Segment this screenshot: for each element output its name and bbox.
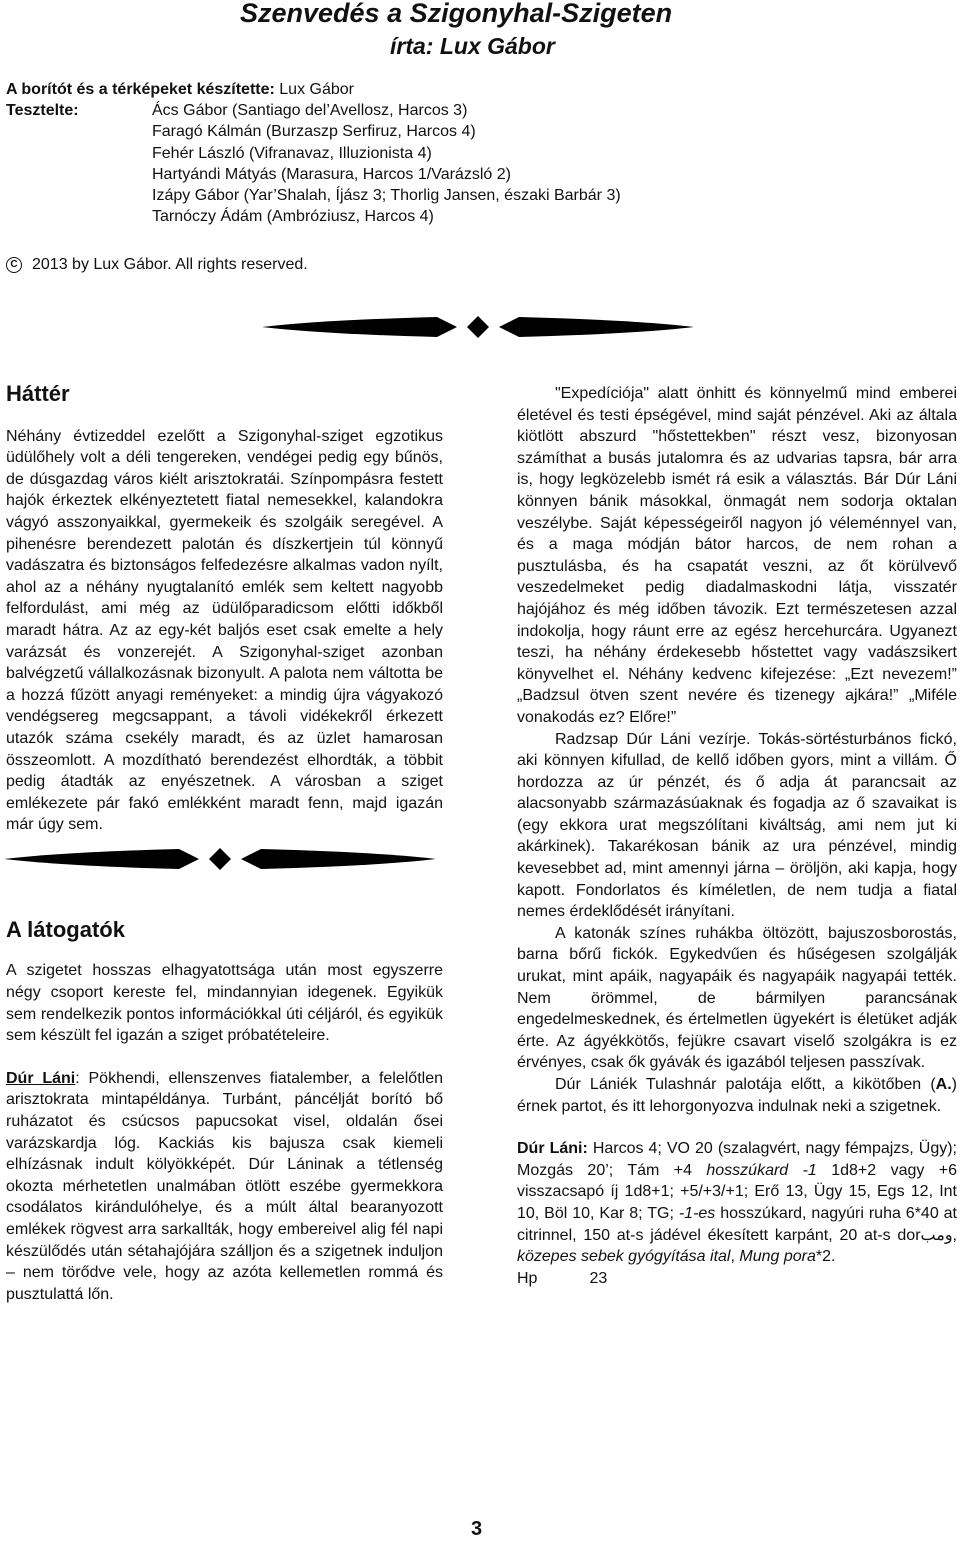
paragraph: A szigetet hosszas elhagyatottsága után most egyszerre négy csoport kereste fel, mindannyian idegenek. Egyikük sem rendelkezik pontos információkkal úti céljáról, és egyikük sem készült fel igazán a sziget próbatételeire. <box>6 962 443 1045</box>
stat-name: Dúr Láni: <box>517 1140 588 1158</box>
tester-name: Faragó Kálmán (Burzaszp Serfiruz, Harcos 4) <box>152 123 476 141</box>
cover-credit-name: Lux Gábor <box>279 81 354 98</box>
hp-label: Hp <box>517 1269 538 1287</box>
text-run: közepes sebek gyógyítása ital <box>517 1248 731 1266</box>
paragraph: Radzsap Dúr Láni vezírje. Tokás-sörtésturbános fickó, aki könnyen kifullad, de kellő időben gyors, mint a villám. Ő hordozza az úr pénzét, és ő adja át parancsait az alacsonyabb származásúaknak és fogadja az ő szavaikat is (egy ekkora urat megszólítani kiváltság, ami nem jut ki akárkinek). Takarékosan bánik az ura pénzével, mindig kevesebbet ad, mint amennyi járna – öröljön, aki kapja, hogy kapott. Fondorlatos és kíméletlen, de nem tudja a fiatal nemes érdeklődését irányítani. <box>517 730 957 921</box>
text-run: ) érnek partot, és itt lehorgonyozva indulnak neki a szigetnek. <box>517 1076 957 1115</box>
text-run: Dúr Lániék Tulashnár palotája előtt, a kikötőben ( <box>555 1076 936 1093</box>
copyright-icon: C <box>6 257 22 273</box>
author-byline: írta: Lux Gábor <box>390 33 555 59</box>
tested-label: Tesztelte: <box>6 102 79 120</box>
text-run: hosszúkard, nagyúri ruha 6*40 at citrinnel, 150 at-s jádével ékesített karpánt, 20 at-s dorومب, <box>517 1204 957 1244</box>
text-run: 1d8+2 vagy +6 visszacsapó íj 1d8+1; +5/+3/+1; Erő 13, Ügy 15, Egs 12, Int 10, Böl 10, Kar 8; TG; <box>517 1161 957 1222</box>
left-column <box>6 383 443 1305</box>
cover-credit-label: A borítót és a térképeket készítette: <box>6 81 275 98</box>
tester-name: Ács Gábor (Santiago del’Avellosz, Harcos 3) <box>152 102 468 120</box>
paragraph <box>517 1074 957 1117</box>
section-heading-background: Háttér <box>6 381 70 406</box>
divider-ornament <box>262 312 694 342</box>
page-number: 3 <box>471 1518 483 1540</box>
paragraph: A katonák színes ruhákba öltözött, bajuszosborostás, barna bőrű fickók. Egykedvűen és hűségesen szolgálják urukat, mint apáik, nagyapáik és nagyapáik nagyapái tették. Nem örömmel, de bármilyen parancsának engedelmeskednek, és értelmetlen ügyekért is életüket adják érte. Az ágyékkötős, fejükre csavart viselő szolgákra is ez érvényes, csak ők gyávák és igazából teljesen passzívak. <box>517 924 957 1072</box>
text-run: Harcos 4; VO 20 (szalagvért, nagy fémpajzs, Ügy); Mozgás 20’; Tám +4 <box>517 1140 957 1179</box>
copyright-line <box>6 256 308 274</box>
tester-name: Hartyándi Mátyás (Marasura, Harcos 1/Varázsló 2) <box>152 165 511 183</box>
document-title: Szenvedés a Szigonyhal-Szigeten <box>240 0 673 28</box>
text-run: , <box>730 1248 740 1266</box>
paragraph: "Expedíciója" alatt önhitt és könnyelmű mind emberei életével és testi épségével, mind saját pénzével. Aki az általa kiötlött abszurd "hőstettekben" részt vesz, bizonyosan számíthat a busás jutalomra és az udvarias tapsra, bár arra is, hogy legközelebb ismét rá esik a választás. Bár Dúr Láni könnyen bánik másokkal, önmagát nem sodorja oktalan veszélybe. Saját képességeiről nagyon jó véleménnyel van, és a maga módján bátor harcos, de nem rohan a pusztulásba, és ha csapatát veszni, az őt körülvevő veszedelmeket pedig diadalmaskodni látja, visszatér hajójához és még időben távozik. Ezt természetesen azzal indokolja, hogy ráunt erre az egész hercehurcára. Ugyanezt teszi, ha néhány érdekesebb hőstettet vagy vadászsikert könyvelhet el. Néhány kedvenc kifejezése: „Ezt nevezem!” „Badzsul ötven szent nevére és tizenegy ajkára!” „Miféle vonakodás ez? Előre!” <box>517 385 957 726</box>
text-run: *2. <box>815 1248 836 1266</box>
map-marker-label: A. <box>935 1076 952 1093</box>
text-run: -1-es <box>678 1204 716 1222</box>
hp-value: 23 <box>589 1269 608 1287</box>
stat-block <box>517 1138 957 1268</box>
character-description: : Pökhendi, ellenszenves fiatalember, a felelőtlen arisztokrata mintapéldánya. Turbánt, páncélját borító bő ruházatot és csúcsos papucsokat visel, oldalán ősei varázskardja lóg. Kackiás kis bajusza csak kiemeli elhízásnak indult kölyökképét. Dúr Láninak a tétlenség okozta mérhetetlen unalmában ötlött eszébe gyermekkora csodálatos kirándulóhelye, és a múlt által bearanyozott emlékek rögvest arra sarkallták, hogy embereivel alig fél napi készülődés után sétahajójára szálljon és a szigetnek induljon – nem törődve vele, hogy az azóta kellemetlen rommá és pusztulattá lőn. <box>6 1069 443 1303</box>
tester-name: Izápy Gábor (Yar’Shalah, Íjász 3; Thorlig Jansen, északi Barbár 3) <box>152 187 621 205</box>
character-name: Dúr Láni <box>6 1069 76 1087</box>
paragraph: Néhány évtizeddel ezelőtt a Szigonyhal-sziget egzotikus üdülőhely volt a déli tengereken, vendégei pedig egy bűnös, de dúsgazdag város kiélt arisztokratái. Színpompásra festett hajók érkeztek elkényeztetett fiatal nemesekkel, kalandokra vágyó asszonyaikkal, gyermekeik és szolgáik seregével. A pihenésre berendezett palotán és díszkertjein túl könnyű vadászatra és biztonságos felfedezésre alkalmas vadon nyílt, ahol az a néhány nyugtalanító emlék sem keltett nagyobb felfordulást, ami még az üdülőparadicsom előtti időkből maradt hátra. Az az egy-két baljós eset csak emelte a hely varázsát és vonzerejét. A Szigonyhal-sziget azonban balvégzetű vállalkozásnak bizonyult. A palota nem váltotta be a hozzá fűzött anyagi reményeket: a mindig újra vágyakozó vendégsereg megcsappant, a távoli vidékekről érkezett utazók száma csekély maradt, és az üzlet hamarosan összeomlott. A mozdítható berendezést elhordták, a többit pedig átadták az enyészetnek. A városban a sziget emlékezete pár fakó emlékként maradt fenn, majd igazán már úgy sem. <box>6 427 443 834</box>
section-heading-visitors: A látogatók <box>6 916 125 942</box>
divider-ornament-small <box>6 836 443 880</box>
tester-name: Fehér László (Vifranavaz, Illuzionista 4) <box>152 144 432 162</box>
paragraph <box>6 1068 443 1306</box>
credits-block <box>6 79 946 227</box>
copyright-text: 2013 by Lux Gábor. All rights reserved. <box>32 256 308 273</box>
right-column <box>517 383 957 1289</box>
tester-row <box>6 100 946 121</box>
hp-line <box>517 1268 957 1290</box>
cover-credit <box>6 79 946 100</box>
tester-name: Tarnóczy Ádám (Ambróziusz, Harcos 4) <box>152 208 434 226</box>
text-run: Mung pora <box>739 1248 816 1266</box>
text-run: hosszúkard -1 <box>706 1161 817 1179</box>
